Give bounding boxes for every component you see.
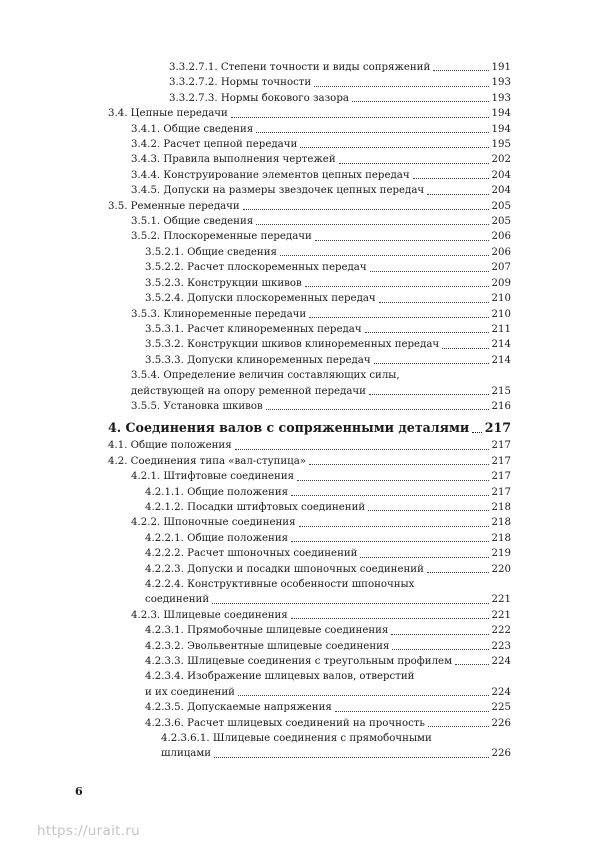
- toc-page-number: 206: [491, 246, 511, 258]
- toc-page-number: 219: [491, 548, 511, 560]
- toc-entry: [108, 577, 511, 608]
- toc-page-number: 220: [491, 563, 511, 575]
- toc-chapter-entry: [108, 419, 511, 437]
- toc-entry: [108, 469, 511, 484]
- toc-page-number: 226: [491, 748, 511, 760]
- toc-entry: [108, 214, 511, 229]
- toc-page-number: 214: [491, 354, 511, 366]
- toc-entry: [108, 454, 511, 469]
- toc-page-number: 202: [491, 154, 511, 166]
- toc-entry: [108, 199, 511, 214]
- toc-entry: [108, 276, 511, 291]
- toc-entry: [108, 75, 511, 90]
- toc-entry: [108, 122, 511, 137]
- toc-page-number: 222: [491, 625, 511, 637]
- toc-entry: [108, 562, 511, 577]
- toc-entry-title: 4.2.3.2. Эвольвентные шлицевые соединения: [145, 640, 390, 652]
- dot-leader: [427, 571, 489, 573]
- dot-leader: [365, 331, 489, 333]
- toc-entry: [108, 60, 511, 75]
- dot-leader: [231, 116, 489, 118]
- toc-entry: [108, 515, 511, 530]
- dot-leader: [243, 208, 489, 210]
- toc-entry-title: 3.4.5. Допуски на размеры звездочек цепных передач: [131, 185, 425, 197]
- toc-entry-title: 4.2.1. Штифтовые соединения: [131, 471, 295, 483]
- toc-entry-title: 3.3.2.7.3. Нормы бокового зазора: [169, 92, 349, 104]
- toc-page-number: 226: [491, 717, 511, 729]
- toc-page-number: 209: [491, 277, 511, 289]
- dot-leader: [291, 617, 489, 619]
- dot-leader: [300, 146, 488, 148]
- toc-entry: [108, 399, 511, 414]
- dot-leader: [314, 85, 488, 87]
- toc-page-number: 194: [491, 108, 511, 120]
- toc-page-number: 217: [484, 420, 511, 436]
- toc-entry-title: 3.5.3.1. Расчет клиноременных передач: [145, 323, 362, 335]
- toc-entry-title: 3.5.2.2. Расчет плоскоременных передач: [145, 262, 367, 274]
- toc-entry-title: 4.2.3.3. Шлицевые соединения с треугольным профилем: [145, 656, 452, 668]
- toc-entry-title-continued: действующей на опору ременной передачи: [131, 385, 366, 397]
- toc-entry: [108, 337, 511, 352]
- toc-entry-title: 4.2.3.1. Прямобочные шлицевые соединения: [145, 625, 389, 637]
- dot-leader: [305, 285, 489, 287]
- dot-leader: [297, 479, 488, 481]
- toc-entry: [108, 731, 511, 762]
- toc-page-number: 191: [491, 62, 511, 73]
- toc-page-number: 218: [491, 532, 511, 544]
- dot-leader: [238, 694, 489, 696]
- toc-entry: [108, 438, 511, 453]
- dot-leader: [374, 362, 489, 364]
- dot-leader: [442, 347, 488, 349]
- toc-entry-title: 4.2.2.3. Допуски и посадки шпоночных соединений: [145, 563, 424, 575]
- dot-leader: [360, 556, 488, 558]
- toc-entry-title: 3.5.4. Определение величин составляющих силы,: [131, 370, 400, 382]
- toc-entry: [108, 168, 511, 183]
- toc-entry-title: 4.1. Общие положения: [108, 440, 232, 452]
- toc-entry-title: 3.5.2.4. Допуски плоскоременных передач: [145, 293, 376, 305]
- toc-entry-title: 3.5.5. Установка шкивов: [131, 400, 263, 412]
- dot-leader: [392, 648, 488, 650]
- toc-entry: [108, 608, 511, 623]
- dot-leader: [391, 633, 488, 635]
- dot-leader: [370, 270, 489, 272]
- toc-page-number: 210: [491, 293, 511, 305]
- toc-entry-title: 3.3.2.7.2. Нормы точности: [169, 77, 312, 89]
- toc-entry-title: 3.5.3.2. Конструкции шкивов клиноременных передач: [145, 339, 440, 351]
- toc-page-number: 194: [491, 123, 511, 135]
- toc-entry: [108, 669, 511, 700]
- toc-entry-title: 4.2.2.1. Общие положения: [145, 532, 289, 544]
- toc-entry: [108, 91, 511, 106]
- toc-page-number: 218: [491, 517, 511, 529]
- toc-entry-title: 4.2.3.6.1. Шлицевые соединения с прямобочными: [161, 733, 432, 745]
- toc-entry-title: 3.5. Ременные передачи: [108, 200, 240, 212]
- toc-entry-title: 4.2.1.2. Посадки штифтовых соединений: [145, 501, 366, 513]
- dot-leader: [352, 100, 489, 102]
- toc-entry-title: 4. Соединения валов с сопряженными деталями: [108, 420, 470, 436]
- dot-leader: [368, 509, 488, 511]
- toc-entry-title: 3.5.2.3. Конструкции шкивов: [145, 277, 302, 289]
- toc-entry-title: 3.4.1. Общие сведения: [131, 123, 254, 135]
- page-number: 6: [75, 785, 83, 798]
- toc-entry: [108, 183, 511, 198]
- dot-leader: [427, 193, 488, 195]
- toc-entry-title: 4.2.3.6. Расчет шлицевых соединений на прочность: [145, 717, 425, 729]
- toc-entry-title-continued: шлицами: [161, 748, 212, 760]
- toc-entry-title: 4.2.2.2. Расчет шпоночных соединений: [145, 548, 358, 560]
- toc-page-number: 217: [491, 455, 511, 467]
- toc-entry-title-continued: соединений: [145, 594, 210, 606]
- toc-page-number: 193: [491, 92, 511, 104]
- dot-leader: [256, 223, 488, 225]
- toc-entry: [108, 307, 511, 322]
- toc-entry: [108, 106, 511, 121]
- toc-page-number: 217: [491, 471, 511, 483]
- dot-leader: [309, 463, 489, 465]
- toc-entry-title: 4.2.2. Шпоночные соединения: [131, 517, 296, 529]
- toc-page-number: 204: [491, 169, 511, 181]
- toc-entry-title: 4.2.1.1. Общие положения: [145, 486, 289, 498]
- toc-page-number: 214: [491, 339, 511, 351]
- toc-entry-title: 4.2. Соединения типа «вал-ступица»: [108, 455, 307, 467]
- toc-entry-title: 3.5.3.3. Допуски клиноременных передач: [145, 354, 371, 366]
- toc-entry: [108, 700, 511, 715]
- toc-page-number: 218: [491, 501, 511, 513]
- dot-leader: [256, 131, 488, 133]
- dot-leader: [235, 448, 489, 450]
- toc-page-number: 210: [491, 308, 511, 320]
- toc-entry-title: 4.2.3.5. Допускаемые напряжения: [145, 702, 332, 714]
- dot-leader: [455, 663, 489, 665]
- toc-page-number: 204: [491, 185, 511, 197]
- toc-page-number: 217: [491, 440, 511, 452]
- toc-page-number: 217: [491, 486, 511, 498]
- toc-entry-title: 4.2.3. Шлицевые соединения: [131, 609, 288, 621]
- toc-page-number: 206: [491, 231, 511, 243]
- dot-leader: [291, 494, 488, 496]
- dot-leader: [339, 162, 489, 164]
- toc-entry-title: 3.4. Цепные передачи: [108, 108, 228, 120]
- dot-leader: [315, 239, 489, 241]
- toc-entry-title: 3.4.4. Конструирование элементов цепных передач: [131, 169, 410, 181]
- toc-entry-title: 3.5.3. Клиноременные передачи: [131, 308, 307, 320]
- dot-leader: [379, 301, 489, 303]
- toc-page-number: 215: [491, 385, 511, 397]
- toc-page-number: 224: [491, 656, 511, 668]
- toc-entry: [108, 623, 511, 638]
- toc-page-number: 223: [491, 640, 511, 652]
- toc-page-number: 207: [491, 262, 511, 274]
- dot-leader: [214, 756, 488, 758]
- toc-entry: [108, 291, 511, 306]
- toc-page-number: 216: [491, 400, 511, 412]
- dot-leader: [212, 602, 488, 604]
- toc-page-number: 221: [491, 594, 511, 606]
- toc-entry: [108, 260, 511, 275]
- toc-entry: [108, 353, 511, 368]
- table-of-contents: [108, 60, 511, 762]
- toc-entry: [108, 137, 511, 152]
- dot-leader: [413, 177, 489, 179]
- toc-entry: [108, 368, 511, 399]
- toc-entry: [108, 531, 511, 546]
- toc-page-number: 221: [491, 609, 511, 621]
- toc-page-number: 195: [491, 139, 511, 151]
- toc-entry-title: 4.2.3.4. Изображение шлицевых валов, отверстий: [145, 671, 415, 683]
- toc-page-number: 224: [491, 686, 511, 698]
- dot-leader: [309, 316, 488, 318]
- toc-entry-title: 3.4.2. Расчет цепной передачи: [131, 139, 298, 151]
- toc-entry-title: 4.2.2.4. Конструктивные особенности шпоночных: [145, 579, 415, 590]
- toc-entry: [108, 546, 511, 561]
- toc-page-number: 205: [491, 200, 511, 212]
- toc-entry-title-continued: и их соединений: [145, 686, 235, 698]
- toc-entry-title: 3.3.2.7.1. Степени точности и виды сопряжений: [169, 62, 431, 73]
- dot-leader: [280, 254, 489, 256]
- toc-entry: [108, 716, 511, 731]
- watermark-url: https://urait.ru: [37, 823, 141, 839]
- dot-leader: [428, 725, 489, 727]
- toc-page-number: 225: [491, 702, 511, 714]
- toc-entry: [108, 654, 511, 669]
- toc-entry: [108, 322, 511, 337]
- toc-entry-title: 3.4.3. Правила выполнения чертежей: [131, 154, 336, 166]
- toc-page-number: 205: [491, 216, 511, 228]
- dot-leader: [433, 69, 488, 71]
- dot-leader: [335, 710, 489, 712]
- toc-page-number: 193: [491, 77, 511, 89]
- toc-entry-title: 3.5.1. Общие сведения: [131, 216, 254, 228]
- toc-entry: [108, 485, 511, 500]
- toc-page-number: 211: [491, 323, 511, 335]
- dot-leader: [291, 540, 488, 542]
- toc-entry: [108, 639, 511, 654]
- toc-entry: [108, 152, 511, 167]
- dot-leader: [266, 408, 489, 410]
- dot-leader: [299, 525, 489, 527]
- toc-entry: [108, 245, 511, 260]
- toc-entry: [108, 229, 511, 244]
- toc-entry: [108, 500, 511, 515]
- dot-leader: [369, 393, 489, 395]
- dot-leader: [472, 431, 481, 433]
- toc-entry-title: 3.5.2. Плоскоременные передачи: [131, 231, 312, 243]
- toc-entry-title: 3.5.2.1. Общие сведения: [145, 246, 277, 258]
